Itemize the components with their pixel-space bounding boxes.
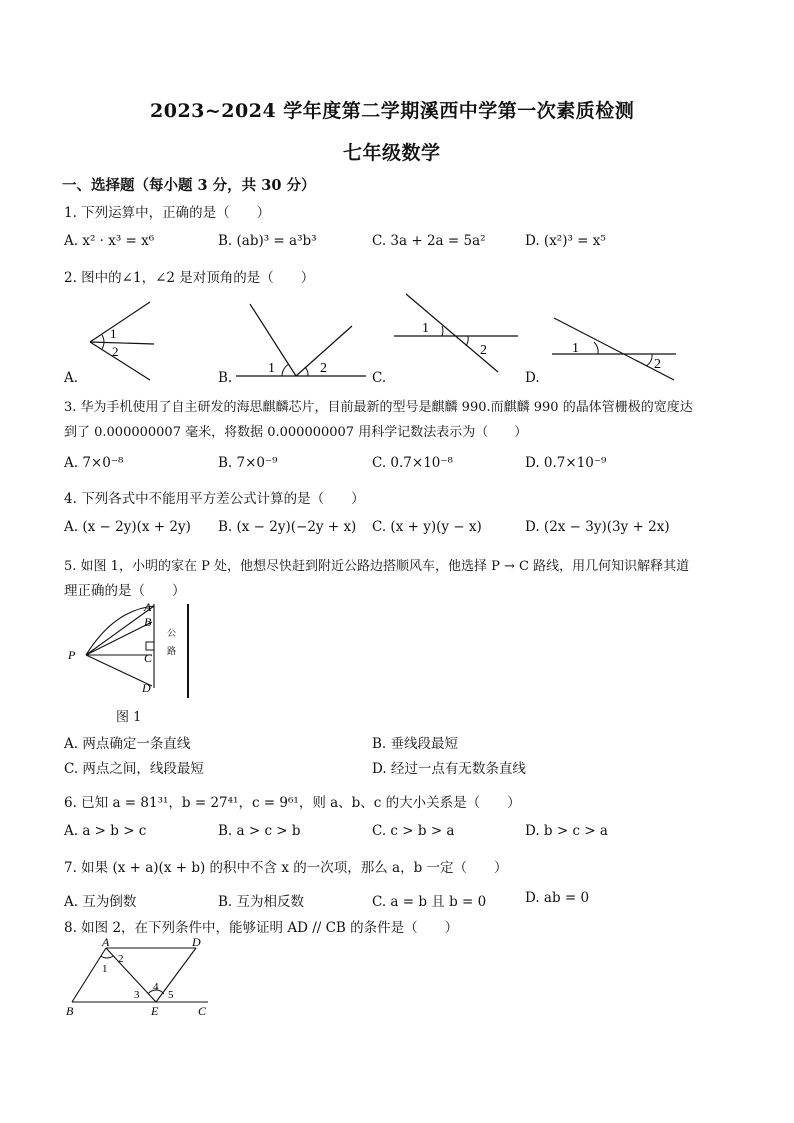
fig1-label-b: B — [144, 615, 152, 629]
fig2-label-b: B — [66, 1004, 74, 1018]
fig2d-label-1: 1 — [572, 341, 579, 356]
question-1-option-d: D. (x²)³ = x⁵ — [525, 233, 606, 249]
fig1-label-c: C — [144, 651, 153, 665]
question-1-option-a: A. x² · x³ = x⁶ — [64, 233, 155, 249]
question-5-stem-line2: 理正确的是（ ） — [64, 583, 186, 599]
question-6-option-b: B. a > c > b — [218, 823, 301, 839]
fig2a-label-1: 1 — [110, 326, 117, 341]
question-5-option-d: D. 经过一点有无数条直线 — [372, 761, 526, 777]
section-heading: 一、选择题（每小题 3 分，共 30 分） — [62, 177, 316, 194]
question-7-option-a: A. 互为倒数 — [64, 894, 137, 910]
question-4-option-a: A. (x − 2y)(x + 2y) — [64, 519, 191, 535]
fig2b-label-2: 2 — [320, 361, 327, 376]
question-2-stem: 2. 图中的∠1，∠2 是对顶角的是（ ） — [64, 270, 315, 286]
question-2-option-c: C. — [372, 370, 387, 386]
fig2a-label-2: 2 — [112, 344, 119, 359]
fig2-label-2: 2 — [118, 953, 124, 965]
fig1-label-a: A — [144, 600, 152, 614]
fig2-label-c: C — [198, 1004, 207, 1018]
question-1-option-b: B. (ab)³ = a³b³ — [218, 233, 317, 249]
question-2-figure-d — [548, 314, 680, 384]
fig2-label-a: A — [102, 935, 110, 949]
question-2-option-b: B. — [218, 370, 233, 386]
question-1-option-c: C. 3a + 2a = 5a² — [372, 233, 486, 249]
question-6-option-c: C. c > b > a — [372, 823, 455, 839]
question-8-stem: 8. 如图 2，在下列条件中，能够证明 AD // CB 的条件是（ ） — [64, 920, 459, 936]
fig1-label-d: D — [142, 681, 151, 695]
question-4-option-c: C. (x + y)(y − x) — [372, 519, 482, 535]
question-7-option-c: C. a = b 且 b = 0 — [372, 894, 487, 910]
question-7-stem: 7. 如果 (x + a)(x + b) 的积中不含 x 的一次项，那么 a，b 一定（ ） — [64, 860, 508, 876]
fig1-label-lu: 路 — [167, 646, 177, 656]
question-5-option-a: A. 两点确定一条直线 — [64, 736, 191, 752]
fig2c-label-1: 1 — [422, 321, 429, 336]
question-7-option-b: B. 互为相反数 — [218, 894, 305, 910]
question-5-figure-caption: 图 1 — [116, 710, 142, 725]
question-7-option-d: D. ab = 0 — [525, 890, 590, 906]
question-3-stem-line2: 到了 0.000000007 毫米，将数据 0.000000007 用科学记数法表示为（ ） — [64, 425, 528, 440]
question-2-option-a: A. — [64, 370, 79, 386]
fig2b-label-1: 1 — [268, 361, 275, 376]
question-2-figure-a — [80, 296, 160, 382]
question-3-stem-line1: 3. 华为手机使用了自主研发的海思麒麟芯片，目前最新的型号是麒麟 990.而麒麟 990 的晶体管栅极的宽度达 — [64, 400, 693, 415]
fig2-label-4: 4 — [153, 981, 159, 993]
question-6-option-a: A. a > b > c — [64, 823, 147, 839]
fig1-label-gong: 公 — [167, 628, 177, 638]
question-3-option-b: B. 7×0⁻⁹ — [218, 455, 278, 471]
question-3-option-a: A. 7×0⁻⁸ — [64, 455, 124, 471]
question-2-option-d: D. — [525, 370, 540, 386]
question-4-option-b: B. (x − 2y)(−2y + x) — [218, 519, 357, 535]
question-1-stem: 1. 下列运算中，正确的是（ ） — [64, 205, 271, 221]
fig2-label-5: 5 — [168, 989, 174, 1001]
question-5-stem-line1: 5. 如图 1，小明的家在 P 处，他想尽快赶到附近公路边搭顺风车，他选择 P → C 路线，用几何知识解释其道 — [64, 559, 690, 574]
fig2-label-e: E — [151, 1004, 159, 1018]
fig2-label-3: 3 — [134, 989, 140, 1001]
fig2d-label-2: 2 — [654, 357, 661, 372]
question-5-option-b: B. 垂线段最短 — [372, 736, 459, 752]
fig2-label-1: 1 — [102, 963, 108, 975]
question-6-option-d: D. b > c > a — [525, 823, 608, 839]
question-2-figure-c — [392, 292, 522, 374]
fig1-label-p: P — [68, 648, 76, 662]
question-3-option-c: C. 0.7×10⁻⁸ — [372, 455, 453, 471]
question-5-figure-1 — [64, 600, 196, 700]
question-3-option-d: D. 0.7×10⁻⁹ — [525, 455, 607, 471]
question-5-option-c: C. 两点之间，线段最短 — [64, 761, 204, 777]
fig2c-label-2: 2 — [480, 343, 487, 358]
fig2-label-d: D — [192, 935, 201, 949]
question-6-stem: 6. 已知 a = 81³¹，b = 27⁴¹，c = 9⁶¹，则 a、b、c 的大小关系是（ ） — [64, 795, 521, 811]
question-2-figure-b — [236, 302, 372, 380]
question-4-stem: 4. 下列各式中不能用平方差公式计算的是（ ） — [64, 491, 365, 507]
page-title: 2023~2024 学年度第二学期溪西中学第一次素质检测 — [150, 100, 635, 122]
question-4-option-d: D. (2x − 3y)(3y + 2x) — [525, 519, 670, 535]
question-8-figure-2 — [62, 934, 222, 1018]
page-subtitle: 七年级数学 — [343, 142, 441, 164]
